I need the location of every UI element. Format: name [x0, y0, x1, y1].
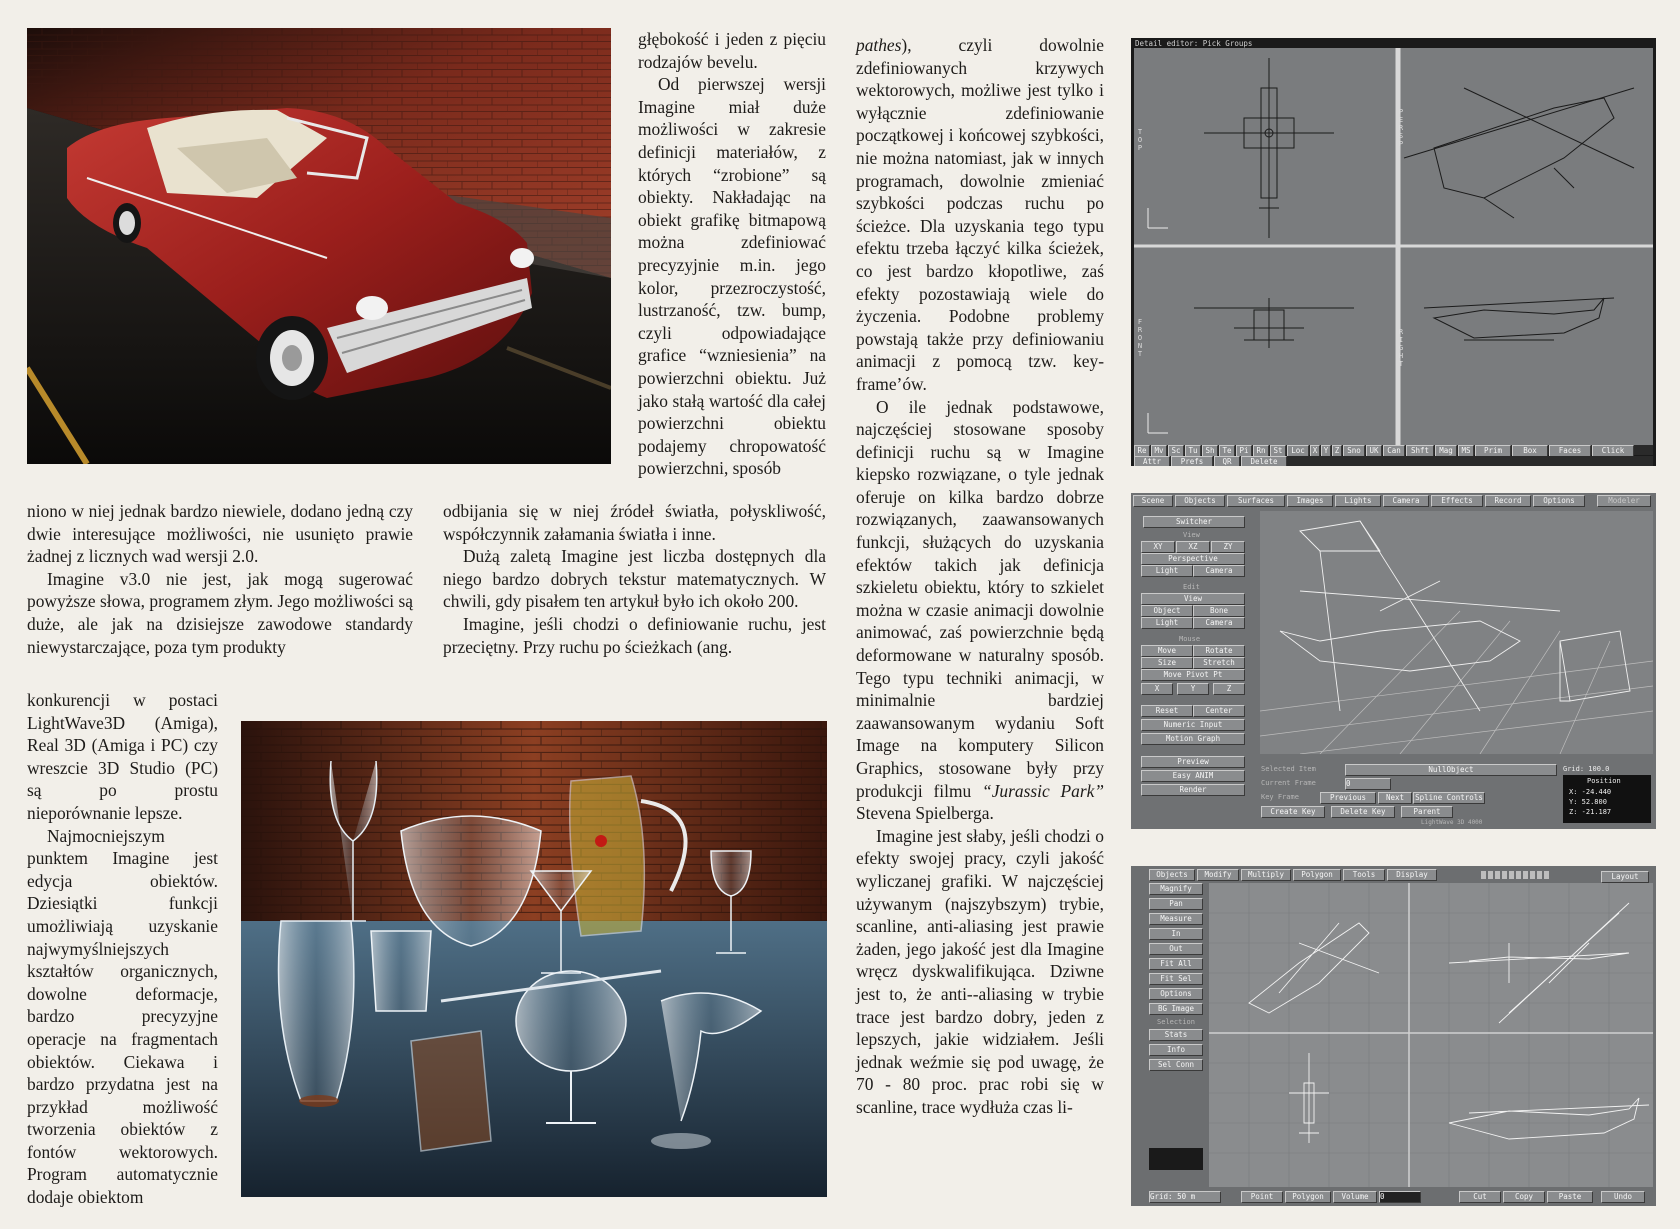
cut-button[interactable]: Cut — [1459, 1191, 1501, 1203]
layout-button[interactable]: Layout — [1601, 871, 1649, 883]
view-label-front: FRONT — [1137, 318, 1143, 358]
size-button[interactable]: Size — [1141, 657, 1193, 669]
tool-button[interactable]: Faces — [1549, 445, 1591, 457]
tool-button[interactable]: Sc — [1168, 445, 1184, 457]
copy-button[interactable]: Copy — [1503, 1191, 1545, 1203]
preview-button[interactable]: Preview — [1141, 756, 1245, 768]
position-x: X: -24.440 — [1569, 788, 1612, 796]
selection-label: Selection — [1157, 1018, 1195, 1026]
easy-anim-button[interactable]: Easy ANIM — [1141, 770, 1245, 782]
fit-all-button[interactable]: Fit All — [1149, 958, 1203, 970]
tool-button[interactable]: Mag — [1435, 445, 1457, 457]
tab-tools[interactable]: Tools — [1343, 869, 1385, 881]
section-edit-label: Edit — [1183, 583, 1200, 591]
magnify-button[interactable]: Magnify — [1149, 883, 1203, 895]
edit-view-button[interactable]: View — [1141, 593, 1245, 605]
paragraph-text: O ile jednak podstawowe, najczęściej stosowane sposoby definicji ruchu są w Imagine kiepsko rozwiązane, o tyle jednak oferuje on kilka bardzo dobrze rozwiązanych, zaawansowanych funkcji, służących do uzyskania efektów takich jak definicja szkieletu obiektu, który to szkielet można w czasie animacji dowolnie animować, zaś powierzchnie będą deformowane w naturalny sposób. Tego typu techniki animacji, w minimalnie bardziej zaawansowanym wydaniu Soft Image na komputery Silicon Graphics, stosowane były przy produkcji filmu — [856, 396, 1104, 801]
light-view-button[interactable]: Light — [1141, 565, 1193, 577]
paragraph: Od pierwszej wersji Imagine miał duże możliwości w zakresie definicji materiałów, z których “zrobione” są obiekty. Nakładając na obiekt grafikę bitmapową można zdefiniować precyzyjnie m.in. jego kolor, przezroczystość, lustrzaność, tzw. bump, czyli odpowiadające grafice “wzniesienia” na powierzchni obiektu. Już jako stałą wartość dla całej powierzchni obiektu podajemy chropowatość powierzchni, sposób — [638, 74, 826, 479]
switcher-button[interactable]: Switcher — [1143, 516, 1245, 528]
center-button[interactable]: Center — [1193, 705, 1245, 717]
key-frame-label: Key Frame — [1261, 793, 1299, 801]
tool-button[interactable]: Box — [1512, 445, 1548, 457]
spline-controls-button[interactable]: Spline Controls — [1413, 792, 1485, 804]
paragraph: Najmocniejszym punktem Imagine jest edycja obiektów. Dziesiątki funkcji umożliwiają uzyskanie najwymyślniejszych kształtów organicznych, dowolne deformacje, bardzo precyzyjne operacje na fragmentach obiektów. Ciekawa i bardzo przydatna jest na przykład możliwość tworzenia obiektów z fontów wektorowych. Program automatycznie dodaje obiektom — [27, 825, 218, 1208]
axis-y-button[interactable]: Y — [1177, 683, 1209, 695]
paragraph — [856, 34, 1104, 396]
tab-polygon[interactable]: Polygon — [1293, 869, 1341, 881]
polygon-mode-button[interactable]: Polygon — [1285, 1191, 1331, 1203]
article-column-3 — [856, 34, 1104, 1119]
view-xz-button[interactable]: XZ — [1176, 541, 1210, 553]
tool-button[interactable]: Can — [1383, 445, 1405, 457]
tool-button[interactable]: Click — [1592, 445, 1634, 457]
move-pivot-button[interactable]: Move Pivot Pt — [1141, 669, 1245, 681]
tool-button[interactable]: X — [1310, 445, 1320, 457]
tool-button[interactable]: Te — [1219, 445, 1235, 457]
axis-z-button[interactable]: Z — [1213, 683, 1245, 695]
tab-lights[interactable]: Lights — [1335, 495, 1381, 507]
delete-button[interactable]: Delete — [1241, 456, 1287, 466]
tab-display[interactable]: Display — [1387, 869, 1437, 881]
paragraph-text: ), czyli dowolnie zdefiniowanych krzywych wektorowych, możliwe jest tylko i wyłącznie zdefiniowanie początkowej i końcowej szybkości, nie można natomiast, jak w innych programach, dowolnie zmieniać szybkości podczas ruchu po ścieżce. Dla uzyskania tego typu efektu trzeba łączyć kilka ścieżek, co jest bardzo kłopotliwe, zaś efekty pozostawiają wiele do życzenia. Podobne problemy powstają także przy definiowaniu animacji z pomocą tzw. key-frame’ów. — [856, 35, 1104, 394]
create-key-button[interactable]: Create Key — [1261, 806, 1325, 818]
measure-button[interactable]: Measure — [1149, 913, 1203, 925]
position-z: Z: -21.187 — [1569, 808, 1612, 816]
next-key-button[interactable]: Next — [1378, 792, 1412, 804]
tool-button[interactable]: Pi — [1236, 445, 1252, 457]
tool-button[interactable]: Loc — [1287, 445, 1309, 457]
tool-button[interactable]: Prim — [1475, 445, 1511, 457]
helicopter-scene-wireframe — [1260, 511, 1653, 754]
tool-button[interactable]: Sh — [1202, 445, 1218, 457]
stretch-button[interactable]: Stretch — [1193, 657, 1245, 669]
attr-button[interactable]: Attr — [1134, 456, 1170, 466]
info-button[interactable]: Info — [1149, 1044, 1203, 1056]
current-frame-label: Current Frame — [1261, 779, 1316, 787]
tool-button[interactable]: MS — [1458, 445, 1474, 457]
tab-modeler[interactable]: Modeler — [1597, 495, 1651, 507]
move-button[interactable]: Move — [1141, 645, 1193, 657]
car-photo — [27, 28, 611, 464]
numeric-input-button[interactable]: Numeric Input — [1141, 719, 1245, 731]
tab-images[interactable]: Images — [1287, 495, 1333, 507]
undo-button[interactable]: Undo — [1601, 1191, 1645, 1203]
tab-multiply[interactable]: Multiply — [1241, 869, 1291, 881]
tab-surfaces[interactable]: Surfaces — [1227, 495, 1285, 507]
tool-button[interactable]: St — [1270, 445, 1286, 457]
view-zy-button[interactable]: ZY — [1211, 541, 1245, 553]
motion-graph-button[interactable]: Motion Graph — [1141, 733, 1245, 745]
previous-key-button[interactable]: Previous — [1320, 792, 1376, 804]
paragraph-text: Stevena Spielberga. — [856, 803, 994, 824]
helicopter-wireframes — [1134, 48, 1653, 445]
stats-button[interactable]: Stats — [1149, 1029, 1203, 1041]
delete-key-button[interactable]: Delete Key — [1331, 806, 1395, 818]
tab-scene[interactable]: Scene — [1133, 495, 1173, 507]
axis-x-button[interactable]: X — [1141, 683, 1173, 695]
film-title: “Jurassic Park” — [982, 780, 1104, 801]
options-button[interactable]: Options — [1149, 988, 1203, 1000]
paragraph: głębokość i jeden z pięciu rodzajów bevelu. — [638, 29, 826, 72]
modeler-sidebar — [1149, 883, 1203, 1071]
layer-buttons[interactable] — [1481, 871, 1551, 879]
tab-camera[interactable]: Camera — [1383, 495, 1429, 507]
paragraph: odbijania się w niej źródeł światła, połyskliwość, współczynnik załamania światła i inne. — [443, 501, 826, 544]
paragraph: Imagine, jeśli chodzi o definiowanie ruchu, jest przeciętny. Przy ruchu po ścieżkach (ang. — [443, 613, 826, 657]
fit-sel-button[interactable]: Fit Sel — [1149, 973, 1203, 985]
volume-mode-button[interactable]: Volume — [1333, 1191, 1377, 1203]
parent-button[interactable]: Parent — [1401, 806, 1453, 818]
paragraph: Imagine jest słaby, jeśli chodzi o efekty swojej pracy, czyli jakość wyliczanej grafiki. W najczęściej używanym (najszybszym) trybie, scanline, anti-aliasing jest prawie żaden, jego jakość jest dla Imagine wręcz dyskwalifikująca. Dziwne jest to, że anti--aliasing w trybie trace jest bardzo dobry, jeden z lepszych, jakie widziałem. Jeśli jednak weźmie się pod uwagę, że 70 - 80 proc. prac robi się w scanline, trace wydłuża czas li- — [856, 825, 1104, 1117]
tab-bar — [1133, 495, 1654, 506]
article-column-2-bottom — [443, 500, 826, 658]
zoom-in-button[interactable]: In — [1149, 928, 1203, 940]
modeler-viewports — [1209, 883, 1653, 1187]
zoom-out-button[interactable]: Out — [1149, 943, 1203, 955]
current-frame-input[interactable]: 0 — [1345, 778, 1391, 790]
article-column-1-bottom — [27, 689, 218, 1209]
tab-record[interactable]: Record — [1485, 495, 1531, 507]
sel-conn-button[interactable]: Sel Conn — [1149, 1059, 1203, 1071]
app-footer-label: LightWave 3D 4000 — [1421, 819, 1483, 826]
point-mode-button[interactable]: Point — [1241, 1191, 1283, 1203]
toolbar-row-2 — [1134, 456, 1653, 466]
position-label: Position — [1587, 777, 1621, 785]
lightwave-modeler-screenshot — [1131, 866, 1656, 1206]
selected-item-dropdown[interactable]: NullObject — [1345, 764, 1557, 776]
toolbar-row-1 — [1134, 445, 1653, 455]
glassware-photo — [241, 721, 827, 1197]
edit-camera-button[interactable]: Camera — [1193, 617, 1245, 629]
article-column-2-top — [638, 28, 826, 480]
selected-item-label: Selected Item — [1261, 765, 1316, 773]
section-view-label: View — [1183, 531, 1200, 539]
camera-view-button[interactable]: Camera — [1193, 565, 1245, 577]
view-xy-button[interactable]: XY — [1141, 541, 1175, 553]
grid-readout: Grid: 100.0 — [1563, 765, 1610, 773]
tab-modify[interactable]: Modify — [1197, 869, 1239, 881]
pan-button[interactable]: Pan — [1149, 898, 1203, 910]
paragraph: Dużą zaletą Imagine jest liczba dostępnych dla niego bardzo dobrych tekstur matematycznych. W chwili, gdy pisałem ten artykuł było ich około 200. — [443, 546, 826, 612]
view-label-top: TOP — [1137, 128, 1143, 152]
count-field: 0 — [1379, 1191, 1421, 1203]
tab-options[interactable]: Options — [1533, 495, 1585, 507]
tab-objects[interactable]: Objects — [1149, 869, 1195, 881]
modeler-tab-bar — [1149, 869, 1449, 880]
render-button[interactable]: Render — [1141, 784, 1245, 796]
window-title: Detail editor: Pick Groups — [1135, 39, 1253, 48]
tab-objects[interactable]: Objects — [1175, 495, 1225, 507]
color-swatch — [1149, 1148, 1203, 1170]
paste-button[interactable]: Paste — [1547, 1191, 1593, 1203]
edit-bone-button[interactable]: Bone — [1193, 605, 1245, 617]
term-pathes: pathes — [856, 35, 902, 55]
prefs-button[interactable]: Prefs — [1171, 456, 1213, 466]
edit-light-button[interactable]: Light — [1141, 617, 1193, 629]
tool-button[interactable]: Tu — [1185, 445, 1201, 457]
qr-button[interactable]: QR — [1214, 456, 1240, 466]
paragraph: Imagine v3.0 nie jest, jak mogą sugerować powyższe słowa, programem złym. Jego możliwości są duże, ale jak na dzisiejsze zawodowe standardy niewystarczające, poza tym produkty — [27, 568, 413, 657]
tool-button[interactable]: Sno — [1343, 445, 1365, 457]
reset-button[interactable]: Reset — [1141, 705, 1193, 717]
lightwave-layout-screenshot — [1131, 493, 1656, 829]
tool-button[interactable]: Re — [1134, 445, 1150, 457]
bg-image-button[interactable]: BG Image — [1149, 1003, 1203, 1015]
tab-effects[interactable]: Effects — [1431, 495, 1483, 507]
tool-button[interactable]: Shft — [1406, 445, 1434, 457]
article-column-1-top — [27, 500, 413, 658]
rotate-button[interactable]: Rotate — [1193, 645, 1245, 657]
tool-button[interactable]: Y — [1321, 445, 1331, 457]
paragraph: niono w niej jednak bardzo niewiele, dodano jedną czy dwie interesujące możliwości, nie usunięto prawie żadnej z licznych wad wersji 2.0. — [27, 501, 413, 567]
tool-button[interactable]: Z — [1332, 445, 1342, 457]
tool-button[interactable]: UK — [1366, 445, 1382, 457]
perspective-button[interactable]: Perspective — [1141, 553, 1245, 565]
view-label-persp: PERSP — [1398, 108, 1404, 148]
tool-button[interactable]: Mv — [1151, 445, 1167, 457]
tool-button[interactable]: Rn — [1253, 445, 1269, 457]
detail-editor-screenshot — [1131, 38, 1656, 466]
paragraph: konkurencji w postaci LightWave3D (Amiga), Real 3D (Amiga i PC) czy wreszcie 3D Studio (PC) są po prostu nieporównanie lepsze. — [27, 690, 218, 823]
paragraph — [856, 396, 1104, 825]
grid-readout: Grid: 50 m — [1149, 1191, 1221, 1203]
view-label-right: RIGHT — [1398, 328, 1404, 368]
edit-object-button[interactable]: Object — [1141, 605, 1193, 617]
position-y: Y: 52.800 — [1569, 798, 1607, 806]
section-mouse-label: Mouse — [1179, 635, 1201, 643]
